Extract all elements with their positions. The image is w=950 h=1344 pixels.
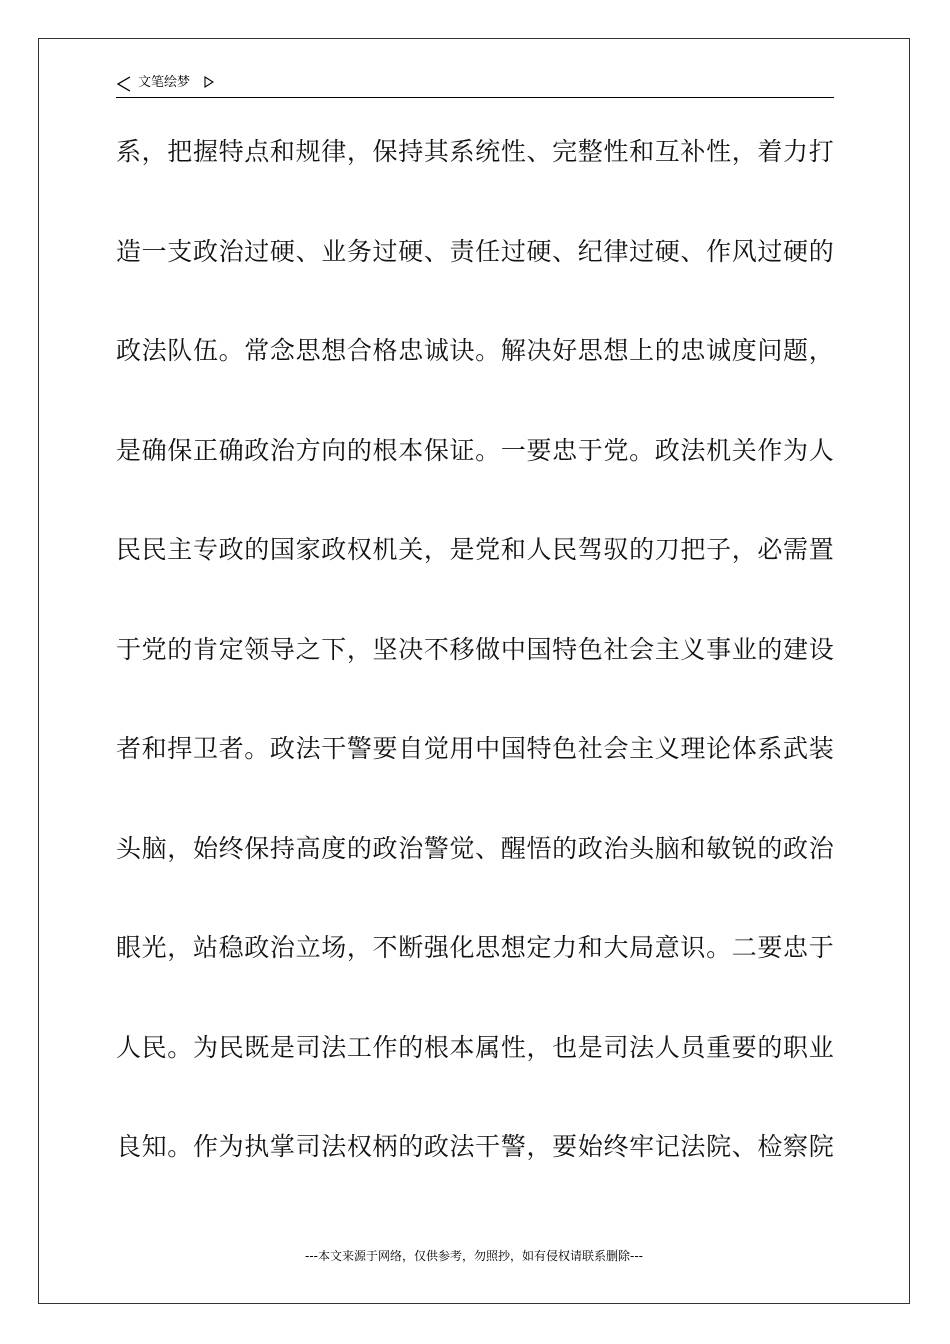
right-triangle-icon <box>204 76 214 88</box>
footer-disclaimer: ---本文来源于网络，仅供参考，勿照抄，如有侵权请联系删除--- <box>305 1249 643 1263</box>
body-line: 者和捍卫者。政法干警要自觉用中国特色社会主义理论体系武装 <box>116 734 834 763</box>
body-line: 头脑，始终保持高度的政治警觉、醒悟的政治头脑和敏锐的政治 <box>116 833 834 863</box>
body-line: 民民主专政的国家政权机关，是党和人民驾驭的刀把子，必需置 <box>116 535 834 564</box>
body-line: 政法队伍。常念思想合格忠诚诀。解决好思想上的忠诚度问题， <box>116 336 834 365</box>
page-header <box>116 72 834 98</box>
body-line: 良知。作为执掌司法权柄的政法干警，要始终牢记法院、检察院 <box>116 1132 834 1161</box>
body-line: 系，把握特点和规律，保持其系统性、完整性和互补性，着力打 <box>116 137 834 166</box>
left-triangle-icon <box>116 76 132 92</box>
body-text <box>116 130 834 1225</box>
header-title: 文笔绘梦 <box>138 75 191 90</box>
body-line: 眼光，站稳政治立场，不断强化思想定力和大局意识。二要忠于 <box>116 933 834 962</box>
body-line: 人民。为民既是司法工作的根本属性，也是司法人员重要的职业 <box>116 1032 834 1062</box>
body-line: 于党的肯定领导之下，坚决不移做中国特色社会主义事业的建设 <box>116 634 834 664</box>
body-line: 是确保正确政治方向的根本保证。一要忠于党。政法机关作为人 <box>116 435 834 465</box>
body-line: 造一支政治过硬、业务过硬、责任过硬、纪律过硬、作风过硬的 <box>116 236 834 266</box>
